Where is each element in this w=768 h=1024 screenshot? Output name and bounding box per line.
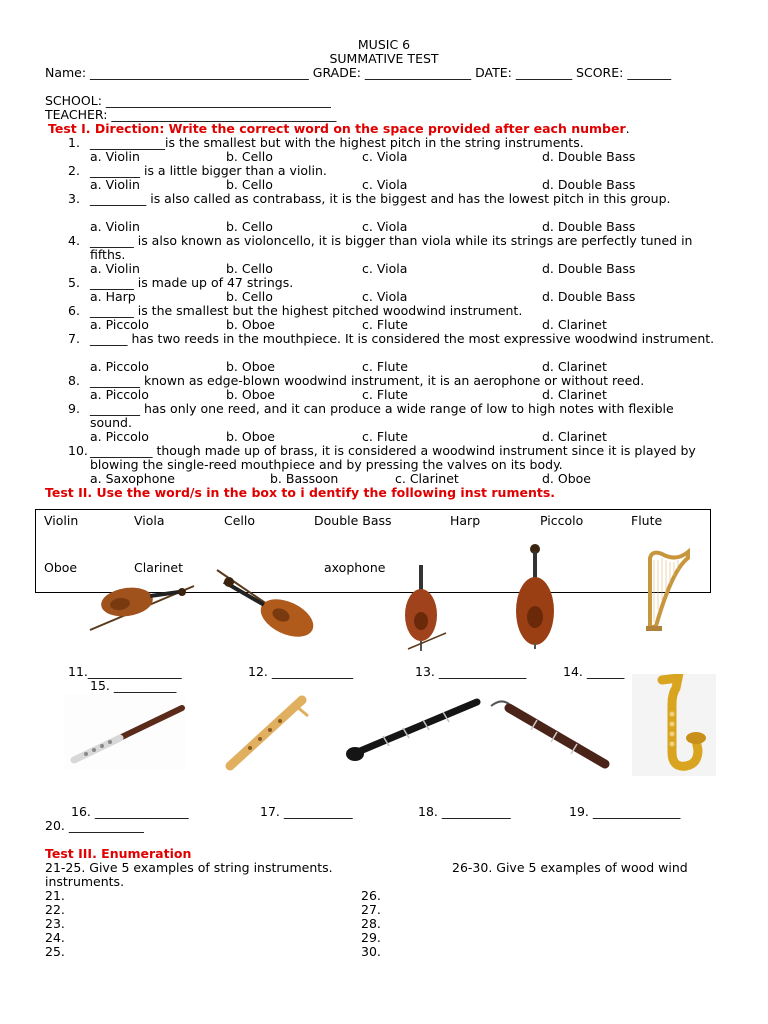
option-d: d. Double Bass: [542, 149, 636, 164]
option-c: c. Flute: [362, 429, 408, 444]
word-box-item: Violin: [44, 513, 79, 528]
option-b: b. Cello: [226, 177, 273, 192]
option-d: d. Double Bass: [542, 289, 636, 304]
question-text: _______ is the smallest but the highest pitched woodwind instrument.: [90, 303, 523, 318]
option-a: a. Piccolo: [90, 429, 149, 444]
option-c: c. Viola: [362, 289, 408, 304]
enum-number: 21.: [45, 888, 65, 903]
enum-number: 25.: [45, 944, 65, 959]
test1-direction: Test I. Direction: Write the correct word on the space provided after each number.: [48, 121, 630, 136]
option-c: c. Flute: [362, 387, 408, 402]
test2-direction: Test II. Use the word/s in the box to i dentify the following inst ruments.: [45, 485, 556, 500]
double-bass-image: [510, 543, 556, 649]
question-number: 3.: [68, 191, 80, 206]
option-d: d. Clarinet: [542, 429, 607, 444]
enum-number: 23.: [45, 916, 65, 931]
option-c: c. Flute: [362, 317, 408, 332]
question-number: 7.: [68, 331, 80, 346]
answer-blank[interactable]: 11._______________: [68, 664, 182, 679]
piccolo-image: [222, 694, 312, 774]
option-b: b. Cello: [226, 289, 273, 304]
question-options: [90, 150, 710, 164]
option-d: d. Clarinet: [542, 387, 607, 402]
question-text: ______ has two reeds in the mouthpiece. It is considered the most expressive woodwind instrument.: [90, 331, 715, 346]
option-d: d. Clarinet: [542, 317, 607, 332]
test3-right-instruction-cont: instruments.: [45, 874, 125, 889]
word-box-item: Piccolo: [540, 513, 584, 528]
flute-image: [64, 694, 186, 770]
word-box-item: Harp: [450, 513, 481, 528]
option-b: b. Cello: [226, 261, 273, 276]
question-options: [90, 290, 710, 304]
enum-number: 29.: [361, 930, 381, 945]
option-a: a. Piccolo: [90, 359, 149, 374]
option-c: c. Viola: [362, 261, 408, 276]
test3-left-instruction: 21-25. Give 5 examples of string instruments.: [45, 860, 333, 875]
question-text: ________ known as edge-blown woodwind instrument, it is an aerophone or without reed.: [90, 373, 645, 388]
answer-blank[interactable]: 15. __________: [90, 678, 177, 693]
option-c: c. Viola: [362, 177, 408, 192]
enum-number: 24.: [45, 930, 65, 945]
question-options: [90, 430, 710, 444]
option-a: a. Harp: [90, 289, 136, 304]
clarinet-image: [343, 696, 481, 766]
answer-blank[interactable]: 17. ___________: [260, 804, 353, 819]
question-number: 1.: [68, 135, 80, 150]
question-number: 4.: [68, 233, 80, 248]
question-options: [90, 388, 710, 402]
option-a: a. Violin: [90, 261, 140, 276]
option-d: d. Oboe: [542, 471, 591, 486]
option-c: c. Flute: [362, 359, 408, 374]
question-number: 6.: [68, 303, 80, 318]
enum-number: 26.: [361, 888, 381, 903]
option-b: b. Bassoon: [270, 471, 339, 486]
question-options: [90, 220, 710, 234]
teacher-line: TEACHER: ____________________________________: [45, 107, 337, 122]
option-a: a. Piccolo: [90, 317, 149, 332]
test3-title: Test III. Enumeration: [45, 846, 192, 861]
test3-right-instruction: 26-30. Give 5 examples of wood wind: [452, 860, 688, 875]
answer-blank[interactable]: 12. _____________: [248, 664, 354, 679]
test-title: SUMMATIVE TEST: [329, 51, 439, 66]
enum-number: 28.: [361, 916, 381, 931]
option-b: b. Oboe: [226, 359, 275, 374]
cello-image: [398, 563, 448, 653]
question-options: [90, 178, 710, 192]
answer-blank[interactable]: 19. ______________: [569, 804, 681, 819]
option-a: a. Saxophone: [90, 471, 175, 486]
option-c: c. Viola: [362, 149, 408, 164]
enum-number: 30.: [361, 944, 381, 959]
answer-blank[interactable]: 14. ______: [563, 664, 625, 679]
question-text: _______ is made up of 47 strings.: [90, 275, 294, 290]
enum-number: 27.: [361, 902, 381, 917]
answer-blank[interactable]: 13. ______________: [415, 664, 527, 679]
viola-image: [215, 560, 323, 646]
question-number: 8.: [68, 373, 80, 388]
bassoon-image: [487, 696, 611, 770]
word-box-item: Flute: [631, 513, 663, 528]
enum-number: 22.: [45, 902, 65, 917]
name-line: Name: ___________________________________ GRADE: _________________ DATE: _________ SCORE: _______: [45, 65, 672, 80]
answer-blank[interactable]: 16. _______________: [71, 804, 189, 819]
saxophone-image: [632, 674, 716, 776]
option-c: c. Viola: [362, 219, 408, 234]
subject-title: MUSIC 6: [357, 37, 411, 52]
option-c: c. Clarinet: [395, 471, 459, 486]
question-text: ________ has only one reed, and it can produce a wide range of low to high notes with flexible sound.: [90, 401, 674, 430]
question-number: 10.: [68, 443, 88, 458]
question-options: [90, 262, 710, 276]
word-box-item: Cello: [224, 513, 256, 528]
option-a: a. Violin: [90, 177, 140, 192]
school-line: SCHOOL: ____________________________________: [45, 93, 331, 108]
question-options: [90, 360, 710, 374]
word-box-item: Oboe: [44, 560, 78, 575]
question-text: ____________is the smallest but with the highest pitch in the string instruments.: [90, 135, 584, 150]
word-box-item: Clarinet: [134, 560, 183, 575]
question-number: 9.: [68, 401, 80, 416]
answer-blank[interactable]: 20. ____________: [45, 818, 144, 833]
option-a: a. Violin: [90, 219, 140, 234]
question-number: 5.: [68, 275, 80, 290]
option-d: d. Double Bass: [542, 219, 636, 234]
option-b: b. Oboe: [226, 429, 275, 444]
option-d: d. Double Bass: [542, 261, 636, 276]
question-text: __________ though made up of brass, it is considered a woodwind instrument since it is played by blowing the single-reed mouthpiece and by pressing the valves on its body.: [90, 443, 696, 472]
option-b: b. Cello: [226, 219, 273, 234]
question-text: _______ is also known as violoncello, it is bigger than viola while its strings are perfectly tuned in fifths.: [90, 233, 693, 262]
violin-image: [82, 580, 200, 636]
question-text: ________ is a little bigger than a violin.: [90, 163, 327, 178]
option-d: d. Clarinet: [542, 359, 607, 374]
option-b: b. Oboe: [226, 387, 275, 402]
word-box-item: axophone: [324, 560, 386, 575]
question-options: [90, 318, 710, 332]
option-d: d. Double Bass: [542, 177, 636, 192]
option-a: a. Piccolo: [90, 387, 149, 402]
harp-image: [642, 548, 692, 632]
option-a: a. Violin: [90, 149, 140, 164]
answer-blank[interactable]: 18. ___________: [418, 804, 511, 819]
question-options: [90, 472, 710, 486]
option-b: b. Oboe: [226, 317, 275, 332]
word-box-item: Viola: [134, 513, 165, 528]
word-box-item: Double Bass: [314, 513, 392, 528]
question-number: 2.: [68, 163, 80, 178]
option-b: b. Cello: [226, 149, 273, 164]
question-text: _________ is also called as contrabass, it is the biggest and has the lowest pitch in this group.: [90, 191, 671, 206]
